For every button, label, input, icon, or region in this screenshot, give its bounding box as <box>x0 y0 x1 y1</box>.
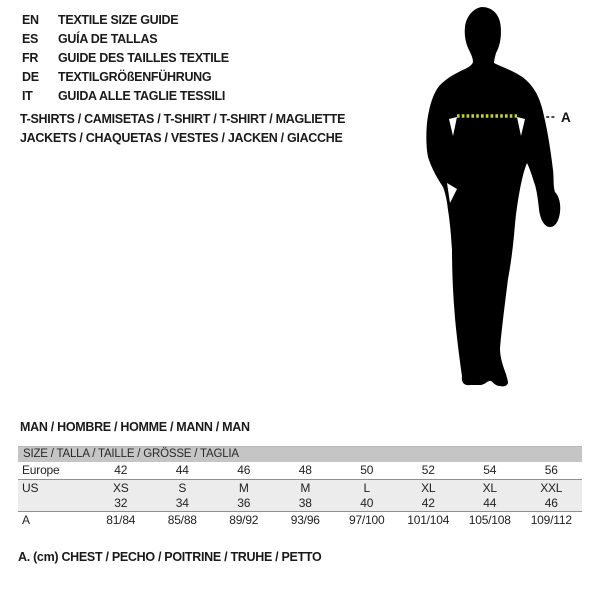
table-cell: 46 <box>237 463 251 478</box>
table-cell: 42 <box>114 463 128 478</box>
table-header-label: SIZE / TALLA / TAILLE / GRÖSSE / TAGLIA <box>18 447 582 462</box>
language-row <box>22 11 229 30</box>
table-cell: 36 <box>237 496 251 511</box>
size-table <box>18 446 582 529</box>
language-code: FR <box>22 51 39 65</box>
language-code: DE <box>22 70 39 84</box>
table-cell: 38 <box>298 496 312 511</box>
man-silhouette <box>426 7 560 386</box>
category-list <box>20 110 345 148</box>
language-row <box>22 49 229 68</box>
table-cell: 34 <box>175 496 189 511</box>
table-cell: 44 <box>483 496 497 511</box>
man-silhouette-graphic <box>400 0 600 400</box>
language-code: IT <box>22 89 33 103</box>
row-label <box>18 496 90 512</box>
language-label: TEXTILE SIZE GUIDE <box>58 13 179 27</box>
table-header-row <box>18 447 582 462</box>
table-cell: 85/88 <box>167 513 197 528</box>
table-cell: 32 <box>114 496 128 511</box>
footnote-chest: A. (cm) CHEST / PECHO / POITRINE / TRUHE / PETTO <box>18 550 322 564</box>
table-cell: XXL <box>540 480 563 495</box>
language-row <box>22 68 229 87</box>
table-cell: 89/92 <box>229 513 259 528</box>
section-title-man: MAN / HOMBRE / HOMME / MANN / MAN <box>20 420 250 434</box>
table-cell: 40 <box>360 496 374 511</box>
measure-label-a: A <box>561 110 571 125</box>
language-label: GUIDE DES TAILLES TEXTILE <box>58 51 229 65</box>
table-cell: S <box>178 480 187 495</box>
category-line-tshirts: T-SHIRTS / CAMISETAS / T-SHIRT / T-SHIRT / MAGLIETTE <box>20 112 346 126</box>
language-row <box>22 87 229 106</box>
table-row-europe <box>18 462 582 480</box>
figure-area <box>400 0 600 400</box>
table-cell: XL <box>421 480 436 495</box>
table-cell: 54 <box>483 463 497 478</box>
table-cell: 52 <box>421 463 435 478</box>
row-label: US <box>22 480 39 495</box>
table-row-chest-cm <box>18 512 582 529</box>
table-cell: 50 <box>360 463 374 478</box>
language-code: ES <box>22 32 39 46</box>
row-label: A <box>22 513 30 528</box>
language-code: EN <box>22 13 39 27</box>
table-row-us <box>18 480 582 496</box>
table-cell: 48 <box>298 463 312 478</box>
table-cell: M <box>300 480 311 495</box>
table-cell: 93/96 <box>290 513 320 528</box>
table-cell: 42 <box>421 496 435 511</box>
table-cell: XS <box>112 480 129 495</box>
language-row <box>22 30 229 49</box>
table-cell: 97/100 <box>348 513 385 528</box>
table-cell: 105/108 <box>468 513 511 528</box>
row-label: Europe <box>22 463 60 478</box>
table-cell: L <box>363 480 370 495</box>
table-cell: XL <box>482 480 497 495</box>
table-row-alt-sizes <box>18 496 582 512</box>
language-label: GUÍA DE TALLAS <box>58 32 158 46</box>
table-cell: 56 <box>544 463 558 478</box>
category-line-jackets: JACKETS / CHAQUETAS / VESTES / JACKEN / GIACCHE <box>20 131 343 145</box>
language-label: TEXTILGRÖßENFÜHRUNG <box>58 70 212 84</box>
table-cell: 46 <box>544 496 558 511</box>
table-cell: 81/84 <box>106 513 136 528</box>
table-cell: 44 <box>175 463 189 478</box>
table-cell: 101/104 <box>407 513 450 528</box>
language-list <box>22 11 229 106</box>
table-cell: M <box>238 480 249 495</box>
table-cell: 109/112 <box>530 513 572 528</box>
language-label: GUIDA ALLE TAGLIE TESSILI <box>58 89 226 103</box>
